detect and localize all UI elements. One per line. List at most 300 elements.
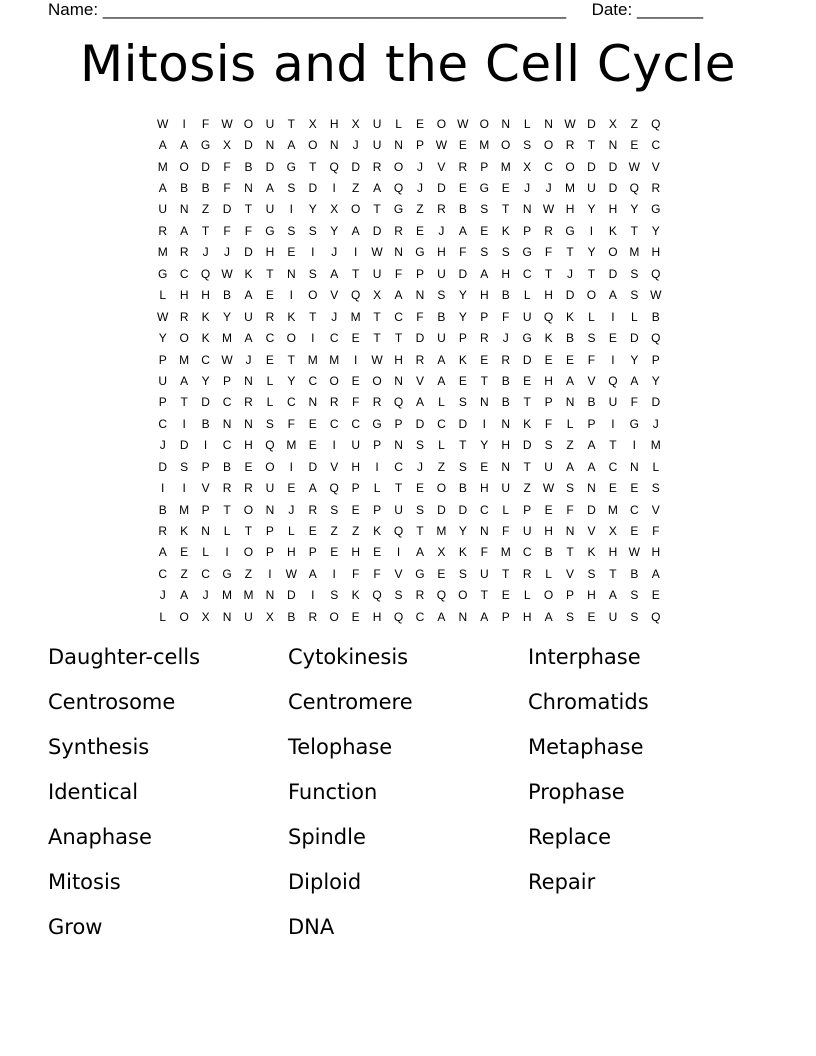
grid-letter[interactable]: E (608, 331, 617, 346)
grid-letter[interactable]: P (308, 545, 317, 560)
grid-letter[interactable]: I (611, 309, 615, 324)
grid-letter[interactable]: T (309, 309, 317, 324)
grid-letter[interactable]: C (222, 395, 232, 410)
grid-letter[interactable]: H (608, 545, 618, 560)
grid-letter[interactable]: H (265, 245, 275, 260)
grid-letter[interactable]: B (244, 159, 253, 174)
grid-letter[interactable]: Y (287, 373, 296, 388)
grid-letter[interactable]: F (544, 416, 553, 431)
grid-letter[interactable]: D (458, 266, 468, 281)
grid-letter[interactable]: Q (651, 331, 661, 346)
grid-letter[interactable]: T (587, 266, 596, 281)
grid-letter[interactable]: M (307, 352, 318, 367)
grid-letter[interactable]: M (436, 524, 447, 539)
grid-letter[interactable]: U (265, 202, 275, 217)
grid-letter[interactable]: C (308, 373, 318, 388)
grid-letter[interactable]: L (523, 116, 531, 131)
grid-letter[interactable]: C (394, 459, 403, 474)
grid-letter[interactable]: Z (566, 438, 574, 453)
grid-letter[interactable]: Y (330, 223, 339, 238)
grid-letter[interactable]: H (501, 438, 511, 453)
grid-letter[interactable]: I (311, 245, 315, 260)
grid-letter[interactable]: J (224, 245, 231, 260)
grid-letter[interactable]: N (329, 138, 339, 153)
grid-letter[interactable]: C (158, 566, 168, 581)
grid-letter[interactable]: R (329, 395, 339, 410)
grid-letter[interactable]: D (179, 438, 189, 453)
grid-letter[interactable]: L (566, 416, 574, 431)
grid-letter[interactable]: E (566, 352, 575, 367)
grid-letter[interactable]: I (311, 588, 315, 603)
grid-letter[interactable]: R (244, 395, 253, 410)
grid-letter[interactable]: J (416, 159, 423, 174)
grid-letter[interactable]: E (351, 373, 360, 388)
grid-letter[interactable]: S (587, 331, 596, 346)
grid-letter[interactable]: F (351, 566, 360, 581)
grid-letter[interactable]: A (373, 181, 382, 196)
grid-letter[interactable]: Q (372, 588, 382, 603)
grid-letter[interactable]: D (608, 266, 618, 281)
grid-letter[interactable]: F (223, 181, 231, 196)
grid-letter[interactable]: J (567, 266, 574, 281)
grid-letter[interactable]: E (308, 416, 317, 431)
grid-letter[interactable]: T (287, 116, 296, 131)
grid-letter[interactable]: P (501, 609, 510, 624)
grid-letter[interactable]: E (437, 566, 446, 581)
grid-letter[interactable]: A (180, 588, 189, 603)
grid-letter[interactable]: N (501, 416, 511, 431)
grid-letter[interactable]: E (544, 352, 553, 367)
grid-letter[interactable]: K (351, 588, 360, 603)
grid-letter[interactable]: P (480, 309, 489, 324)
grid-letter[interactable]: Q (651, 116, 661, 131)
grid-letter[interactable]: N (608, 138, 618, 153)
grid-letter[interactable]: Z (201, 202, 210, 217)
grid-letter[interactable]: Q (608, 373, 618, 388)
grid-letter[interactable]: K (608, 223, 617, 238)
grid-letter[interactable]: J (159, 438, 166, 453)
grid-letter[interactable]: S (287, 223, 296, 238)
grid-letter[interactable]: F (201, 116, 210, 131)
grid-letter[interactable]: T (309, 159, 317, 174)
grid-letter[interactable]: X (437, 545, 446, 560)
grid-letter[interactable]: H (479, 481, 489, 496)
grid-letter[interactable]: L (438, 438, 445, 453)
grid-letter[interactable]: A (158, 138, 167, 153)
grid-letter[interactable]: B (223, 288, 232, 303)
grid-letter[interactable]: I (225, 545, 229, 560)
grid-letter[interactable]: A (158, 181, 167, 196)
grid-letter[interactable]: D (437, 181, 446, 196)
grid-letter[interactable]: E (351, 331, 360, 346)
grid-letter[interactable]: U (544, 459, 553, 474)
grid-letter[interactable]: J (202, 588, 209, 603)
grid-letter[interactable]: G (522, 245, 532, 260)
grid-letter[interactable]: I (375, 459, 379, 474)
grid-letter[interactable]: T (373, 331, 381, 346)
grid-letter[interactable]: O (179, 331, 189, 346)
grid-letter[interactable]: G (415, 566, 425, 581)
grid-letter[interactable]: Y (201, 373, 210, 388)
grid-letter[interactable]: B (223, 459, 232, 474)
grid-letter[interactable]: A (180, 373, 189, 388)
grid-letter[interactable]: Q (629, 181, 640, 196)
grid-letter[interactable]: Q (651, 266, 661, 281)
grid-letter[interactable]: O (286, 331, 297, 346)
grid-letter[interactable]: J (331, 245, 338, 260)
grid-letter[interactable]: D (630, 331, 639, 346)
grid-letter[interactable]: A (158, 545, 167, 560)
grid-letter[interactable]: F (544, 245, 553, 260)
grid-letter[interactable]: F (416, 309, 424, 324)
grid-letter[interactable]: S (566, 481, 575, 496)
grid-letter[interactable]: A (308, 566, 317, 581)
grid-letter[interactable]: U (501, 481, 511, 496)
grid-letter[interactable]: X (351, 116, 360, 131)
grid-letter[interactable]: I (632, 438, 637, 453)
grid-letter[interactable]: B (458, 202, 467, 217)
grid-letter[interactable]: J (545, 181, 552, 196)
grid-letter[interactable]: M (286, 438, 297, 453)
grid-letter[interactable]: M (607, 502, 618, 517)
grid-letter[interactable]: M (157, 159, 168, 174)
grid-letter[interactable]: C (201, 352, 210, 367)
grid-letter[interactable]: B (630, 566, 639, 581)
grid-letter[interactable]: Q (393, 609, 404, 624)
grid-letter[interactable]: S (394, 588, 403, 603)
grid-letter[interactable]: Y (458, 309, 467, 324)
grid-letter[interactable]: J (416, 459, 423, 474)
grid-letter[interactable]: S (330, 588, 339, 603)
grid-letter[interactable]: G (158, 266, 168, 281)
grid-letter[interactable]: N (630, 459, 639, 474)
grid-letter[interactable]: K (587, 545, 596, 560)
grid-letter[interactable]: U (394, 502, 403, 517)
grid-letter[interactable]: H (287, 545, 296, 560)
grid-letter[interactable]: R (372, 159, 382, 174)
grid-letter[interactable]: E (458, 181, 467, 196)
grid-letter[interactable]: V (651, 159, 660, 174)
grid-letter[interactable]: O (329, 373, 339, 388)
grid-letter[interactable]: Y (458, 288, 467, 303)
grid-letter[interactable]: I (268, 566, 272, 581)
grid-letter[interactable]: G (565, 223, 575, 238)
grid-letter[interactable]: P (587, 416, 596, 431)
grid-letter[interactable]: W (371, 352, 383, 367)
grid-letter[interactable]: T (287, 352, 296, 367)
grid-letter[interactable]: C (201, 566, 210, 581)
grid-letter[interactable]: C (287, 395, 296, 410)
grid-letter[interactable]: F (351, 395, 360, 410)
grid-letter[interactable]: L (159, 288, 167, 303)
grid-letter[interactable]: L (373, 481, 381, 496)
grid-letter[interactable]: G (629, 416, 640, 431)
grid-letter[interactable]: X (608, 524, 617, 539)
grid-letter[interactable]: V (651, 502, 660, 517)
grid-letter[interactable]: C (158, 416, 168, 431)
grid-letter[interactable]: O (329, 609, 339, 624)
grid-letter[interactable]: F (502, 309, 510, 324)
grid-letter[interactable]: G (522, 331, 532, 346)
grid-letter[interactable]: Z (523, 481, 531, 496)
grid-letter[interactable]: N (394, 138, 403, 153)
grid-letter[interactable]: R (308, 502, 318, 517)
grid-letter[interactable]: H (587, 588, 596, 603)
grid-letter[interactable]: S (544, 438, 553, 453)
grid-letter[interactable]: E (501, 181, 510, 196)
grid-letter[interactable]: R (222, 481, 232, 496)
grid-letter[interactable]: H (544, 524, 553, 539)
grid-letter[interactable]: G (415, 245, 425, 260)
grid-letter[interactable]: A (437, 352, 446, 367)
grid-letter[interactable]: B (566, 331, 575, 346)
grid-letter[interactable]: A (587, 438, 596, 453)
grid-letter[interactable]: I (203, 438, 208, 453)
grid-letter[interactable]: S (415, 438, 424, 453)
grid-letter[interactable]: Q (543, 309, 554, 324)
grid-letter[interactable]: O (543, 588, 554, 603)
grid-letter[interactable]: R (479, 331, 489, 346)
grid-letter[interactable]: S (265, 416, 274, 431)
grid-letter[interactable]: S (630, 266, 639, 281)
grid-letter[interactable]: T (201, 223, 210, 238)
grid-letter[interactable]: B (458, 481, 467, 496)
grid-letter[interactable]: B (201, 416, 210, 431)
grid-letter[interactable]: B (437, 309, 446, 324)
grid-letter[interactable]: E (330, 545, 339, 560)
grid-letter[interactable]: T (502, 202, 510, 217)
grid-letter[interactable]: A (180, 223, 189, 238)
grid-letter[interactable]: C (608, 459, 618, 474)
grid-letter[interactable]: T (180, 395, 188, 410)
grid-letter[interactable]: N (522, 202, 532, 217)
grid-letter[interactable]: U (587, 181, 596, 196)
grid-letter[interactable]: S (308, 223, 317, 238)
grid-letter[interactable]: O (436, 481, 447, 496)
grid-letter[interactable]: R (372, 395, 382, 410)
grid-letter[interactable]: B (287, 609, 296, 624)
grid-letter[interactable]: K (544, 331, 553, 346)
grid-letter[interactable]: I (182, 416, 186, 431)
grid-letter[interactable]: I (161, 481, 165, 496)
grid-letter[interactable]: W (628, 159, 640, 174)
grid-letter[interactable]: O (543, 138, 554, 153)
grid-letter[interactable]: H (608, 202, 618, 217)
grid-letter[interactable]: M (179, 502, 190, 517)
grid-letter[interactable]: Z (351, 181, 360, 196)
grid-letter[interactable]: Q (350, 288, 361, 303)
grid-letter[interactable]: E (587, 609, 596, 624)
grid-letter[interactable]: T (394, 481, 403, 496)
grid-letter[interactable]: A (330, 266, 339, 281)
grid-letter[interactable]: X (373, 288, 382, 303)
grid-letter[interactable]: S (458, 459, 467, 474)
grid-letter[interactable]: C (544, 159, 553, 174)
grid-letter[interactable]: P (373, 438, 382, 453)
grid-letter[interactable]: N (201, 524, 210, 539)
grid-letter[interactable]: N (587, 481, 596, 496)
grid-letter[interactable]: W (457, 116, 469, 131)
grid-letter[interactable]: T (630, 223, 639, 238)
grid-letter[interactable]: L (202, 545, 209, 560)
grid-letter[interactable]: S (287, 181, 296, 196)
grid-letter[interactable]: N (479, 524, 489, 539)
grid-letter[interactable]: M (500, 545, 511, 560)
grid-letter[interactable]: U (608, 609, 618, 624)
grid-letter[interactable]: D (608, 181, 618, 196)
grid-letter[interactable]: J (416, 181, 423, 196)
grid-letter[interactable]: R (458, 159, 468, 174)
grid-letter[interactable]: V (330, 288, 339, 303)
grid-letter[interactable]: P (351, 481, 360, 496)
grid-letter[interactable]: M (222, 331, 233, 346)
grid-letter[interactable]: N (265, 502, 275, 517)
grid-letter[interactable]: U (437, 266, 446, 281)
grid-letter[interactable]: N (244, 416, 253, 431)
grid-letter[interactable]: D (308, 459, 318, 474)
grid-letter[interactable]: D (651, 395, 661, 410)
grid-letter[interactable]: V (330, 459, 339, 474)
grid-letter[interactable]: D (522, 438, 532, 453)
grid-letter[interactable]: Y (480, 438, 489, 453)
name-line[interactable]: _________________________________________________ (102, 0, 567, 19)
grid-letter[interactable]: O (479, 116, 489, 131)
grid-letter[interactable]: N (308, 395, 318, 410)
grid-letter[interactable]: C (522, 545, 532, 560)
grid-letter[interactable]: A (458, 223, 467, 238)
grid-letter[interactable]: C (630, 502, 639, 517)
grid-letter[interactable]: C (179, 266, 189, 281)
grid-letter[interactable]: K (287, 309, 296, 324)
grid-letter[interactable]: A (630, 373, 639, 388)
grid-letter[interactable]: T (566, 545, 574, 560)
grid-letter[interactable]: K (180, 524, 189, 539)
grid-letter[interactable]: A (180, 138, 189, 153)
grid-letter[interactable]: T (223, 502, 231, 517)
grid-letter[interactable]: N (222, 416, 232, 431)
grid-letter[interactable]: U (244, 309, 253, 324)
grid-letter[interactable]: E (308, 524, 317, 539)
grid-letter[interactable]: T (523, 459, 531, 474)
grid-letter[interactable]: W (564, 116, 576, 131)
grid-letter[interactable]: H (522, 609, 532, 624)
grid-letter[interactable]: U (265, 116, 275, 131)
grid-letter[interactable]: D (587, 159, 596, 174)
grid-letter[interactable]: U (372, 116, 382, 131)
grid-letter[interactable]: I (311, 331, 315, 346)
grid-letter[interactable]: D (458, 502, 468, 517)
grid-letter[interactable]: S (458, 566, 467, 581)
grid-letter[interactable]: A (437, 609, 446, 624)
grid-letter[interactable]: H (351, 459, 360, 474)
grid-letter[interactable]: U (372, 138, 382, 153)
grid-letter[interactable]: I (182, 481, 186, 496)
grid-letter[interactable]: N (179, 202, 189, 217)
grid-letter[interactable]: R (544, 223, 553, 238)
grid-letter[interactable]: L (523, 588, 531, 603)
grid-letter[interactable]: T (502, 566, 510, 581)
grid-letter[interactable]: O (372, 373, 382, 388)
grid-letter[interactable]: S (330, 502, 339, 517)
grid-letter[interactable]: E (351, 609, 360, 624)
grid-letter[interactable]: A (480, 609, 489, 624)
grid-letter[interactable]: F (223, 223, 231, 238)
grid-letter[interactable]: I (589, 223, 594, 238)
grid-letter[interactable]: V (587, 373, 596, 388)
grid-letter[interactable]: R (437, 202, 446, 217)
grid-letter[interactable]: D (265, 159, 275, 174)
grid-letter[interactable]: E (651, 588, 660, 603)
grid-letter[interactable]: J (652, 416, 659, 431)
grid-letter[interactable]: P (544, 395, 553, 410)
grid-letter[interactable]: H (244, 438, 253, 453)
grid-letter[interactable]: V (394, 566, 403, 581)
grid-letter[interactable]: X (523, 159, 532, 174)
grid-letter[interactable]: P (158, 352, 167, 367)
grid-letter[interactable]: A (608, 288, 617, 303)
grid-letter[interactable]: H (329, 116, 339, 131)
grid-letter[interactable]: Z (180, 566, 188, 581)
grid-letter[interactable]: S (630, 288, 639, 303)
grid-letter[interactable]: N (565, 395, 575, 410)
grid-letter[interactable]: R (565, 138, 575, 153)
grid-letter[interactable]: S (630, 588, 639, 603)
grid-letter[interactable]: F (287, 416, 296, 431)
grid-letter[interactable]: O (243, 545, 254, 560)
grid-letter[interactable]: A (480, 266, 489, 281)
grid-letter[interactable]: U (479, 566, 489, 581)
grid-letter[interactable]: N (265, 138, 275, 153)
grid-letter[interactable]: L (502, 502, 510, 517)
grid-letter[interactable]: C (479, 502, 489, 517)
grid-letter[interactable]: L (395, 116, 402, 131)
grid-letter[interactable]: H (351, 545, 360, 560)
grid-letter[interactable]: S (437, 288, 446, 303)
grid-letter[interactable]: I (482, 416, 486, 431)
grid-letter[interactable]: A (608, 588, 617, 603)
grid-letter[interactable]: E (265, 352, 274, 367)
grid-letter[interactable]: X (223, 138, 232, 153)
grid-letter[interactable]: P (415, 138, 424, 153)
grid-letter[interactable]: L (523, 288, 531, 303)
grid-letter[interactable]: H (544, 373, 553, 388)
grid-letter[interactable]: E (351, 502, 360, 517)
grid-letter[interactable]: N (394, 438, 403, 453)
grid-letter[interactable]: K (458, 352, 467, 367)
grid-letter[interactable]: J (245, 352, 252, 367)
grid-letter[interactable]: R (522, 566, 532, 581)
grid-letter[interactable]: W (371, 245, 383, 260)
grid-letter[interactable]: X (330, 202, 339, 217)
grid-letter[interactable]: N (394, 373, 403, 388)
grid-letter[interactable]: I (182, 116, 186, 131)
grid-letter[interactable]: E (501, 588, 510, 603)
grid-letter[interactable]: E (630, 481, 639, 496)
grid-letter[interactable]: V (437, 159, 446, 174)
grid-letter[interactable]: P (158, 395, 167, 410)
grid-letter[interactable]: D (158, 459, 168, 474)
grid-letter[interactable]: V (201, 481, 210, 496)
grid-letter[interactable]: Z (330, 524, 338, 539)
grid-letter[interactable]: I (353, 245, 358, 260)
grid-letter[interactable]: W (157, 309, 169, 324)
grid-letter[interactable]: N (501, 459, 511, 474)
grid-letter[interactable]: G (479, 181, 489, 196)
grid-letter[interactable]: E (630, 524, 639, 539)
grid-letter[interactable]: M (479, 138, 490, 153)
grid-letter[interactable]: H (501, 266, 511, 281)
grid-letter[interactable]: O (179, 159, 189, 174)
